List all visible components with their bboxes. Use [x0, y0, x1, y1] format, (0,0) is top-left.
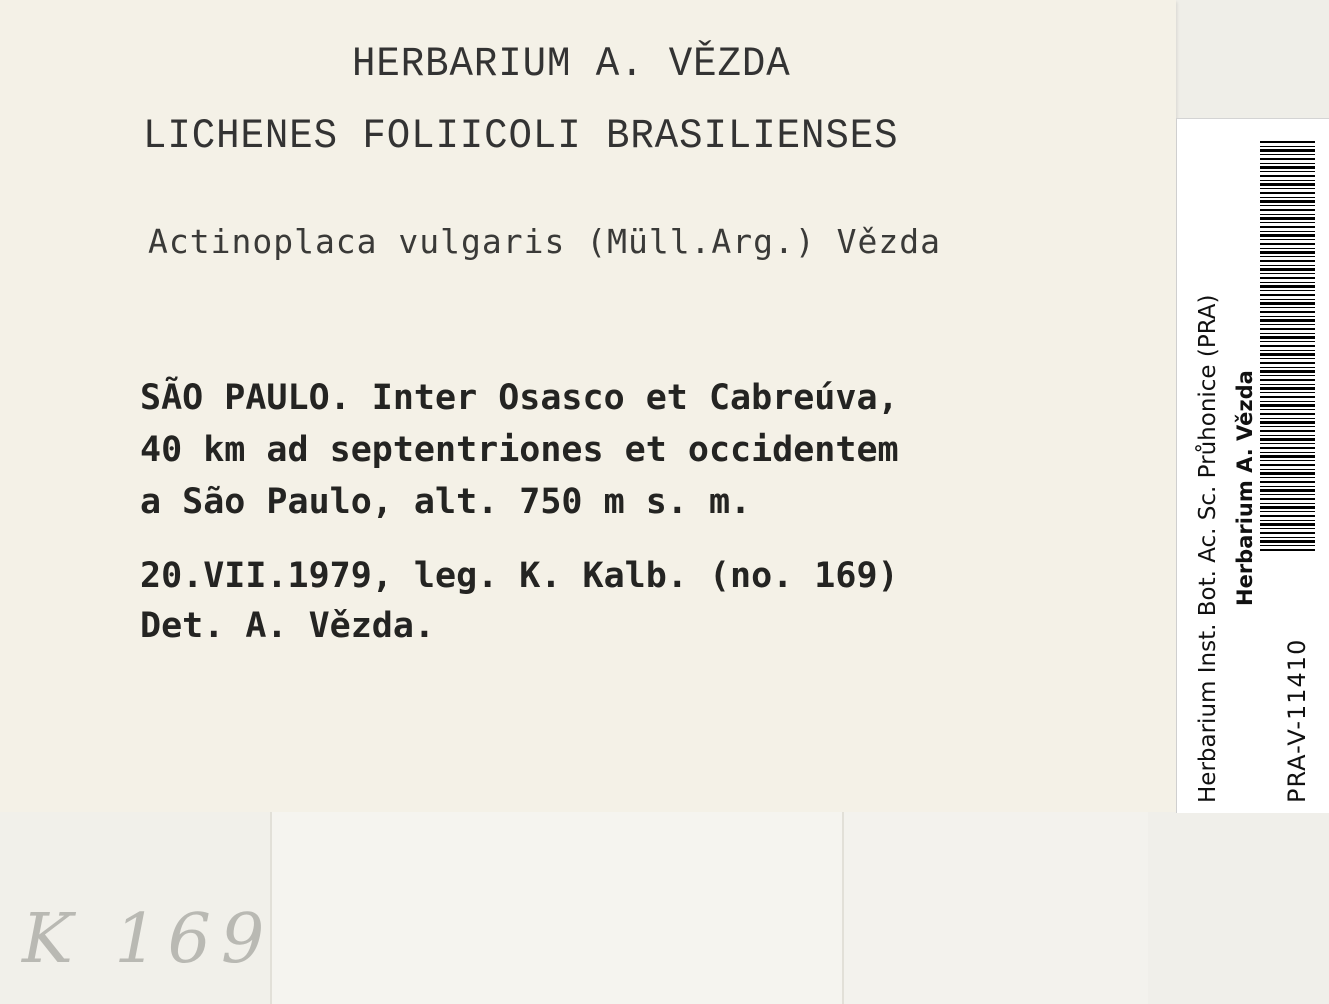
herbarium-title: HERBARIUM A. VĚZDA [352, 40, 791, 88]
curator-text: Herbarium A. Vězda [1233, 370, 1257, 606]
envelope-panel [270, 812, 844, 1004]
collection-title: LICHENES FOLIICOLI BRASILIENSES [143, 112, 899, 160]
institution-text: Herbarium Inst. Bot. Ac. Sc. Průhonice (PRA) [1195, 294, 1221, 803]
envelope-panel [842, 812, 1150, 1004]
species-name: Actinoplaca vulgaris (Müll.Arg.) Vězda [148, 222, 941, 261]
envelope-panel [1148, 812, 1329, 1004]
determiner-line: Det. A. Vězda. [140, 606, 436, 646]
handwritten-note: K 169 [22, 900, 275, 979]
locality-line: a São Paulo, alt. 750 m s. m. [140, 482, 752, 522]
locality-line: SÃO PAULO. Inter Osasco et Cabreúva, [140, 378, 899, 418]
catalog-number: PRA-V-11410 [1283, 638, 1311, 803]
date-collector-line: 20.VII.1979, leg. K. Kalb. (no. 169) [140, 556, 899, 596]
locality-line: 40 km ad septentriones et occidentem [140, 430, 899, 470]
barcode-icon [1260, 141, 1315, 551]
institution-side-label [1176, 118, 1329, 813]
